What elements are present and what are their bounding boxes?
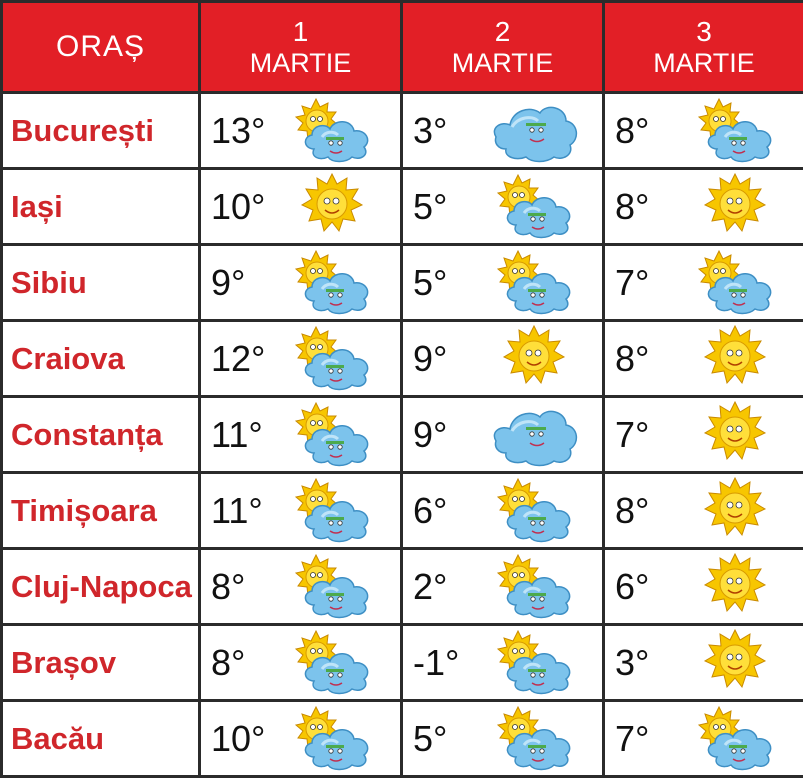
temperature-value: 8°: [615, 338, 649, 380]
sun-cloud-icon: [689, 705, 781, 773]
temperature-value: 7°: [615, 414, 649, 456]
temperature-value: 2°: [413, 566, 447, 608]
sun-icon: [689, 477, 781, 545]
sun-icon: [488, 325, 580, 393]
table-row: [2, 93, 803, 169]
forecast-cell: [402, 169, 604, 245]
forecast-cell: [200, 169, 402, 245]
forecast-cell: [604, 93, 803, 169]
temperature-value: 9°: [413, 414, 447, 456]
sun-cloud-icon: [286, 97, 378, 165]
header-day-2: [402, 2, 604, 93]
table-row: [2, 701, 803, 777]
header-day-3: [604, 2, 803, 93]
sun-cloud-icon: [286, 553, 378, 621]
header-city-label: ORAȘ: [56, 30, 145, 63]
forecast-cell: [402, 93, 604, 169]
header-day-month: MARTIE: [201, 48, 400, 78]
temperature-value: 10°: [211, 186, 265, 228]
sun-cloud-icon: [286, 249, 378, 317]
sun-cloud-icon: [488, 173, 580, 241]
sun-cloud-icon: [286, 325, 378, 393]
forecast-cell: [604, 397, 803, 473]
temperature-value: 8°: [615, 490, 649, 532]
temperature-value: 5°: [413, 718, 447, 760]
forecast-cell: [604, 701, 803, 777]
cloud-icon: [488, 97, 580, 165]
table-row: [2, 245, 803, 321]
sun-cloud-icon: [488, 553, 580, 621]
table-row: [2, 549, 803, 625]
city-name: București: [2, 93, 200, 169]
forecast-cell: [200, 625, 402, 701]
city-name: Constanța: [2, 397, 200, 473]
sun-icon: [689, 401, 781, 469]
header-day-number: 3: [605, 16, 803, 48]
temperature-value: 7°: [615, 718, 649, 760]
city-name: Bacău: [2, 701, 200, 777]
temperature-value: 5°: [413, 262, 447, 304]
temperature-value: 8°: [211, 642, 245, 684]
forecast-cell: [200, 245, 402, 321]
temperature-value: -1°: [413, 642, 459, 684]
forecast-cell: [402, 473, 604, 549]
forecast-cell: [402, 625, 604, 701]
forecast-cell: [604, 625, 803, 701]
sun-icon: [689, 553, 781, 621]
temperature-value: 3°: [615, 642, 649, 684]
city-name: Sibiu: [2, 245, 200, 321]
temperature-value: 10°: [211, 718, 265, 760]
temperature-value: 6°: [615, 566, 649, 608]
header-day-1: [200, 2, 402, 93]
forecast-cell: [200, 397, 402, 473]
forecast-cell: [402, 321, 604, 397]
sun-cloud-icon: [689, 97, 781, 165]
sun-cloud-icon: [488, 249, 580, 317]
sun-cloud-icon: [689, 249, 781, 317]
city-name: Iași: [2, 169, 200, 245]
forecast-cell: [604, 321, 803, 397]
sun-cloud-icon: [286, 477, 378, 545]
city-name: Timișoara: [2, 473, 200, 549]
temperature-value: 6°: [413, 490, 447, 532]
forecast-cell: [604, 549, 803, 625]
temperature-value: 8°: [211, 566, 245, 608]
forecast-cell: [200, 701, 402, 777]
sun-cloud-icon: [488, 477, 580, 545]
temperature-value: 12°: [211, 338, 265, 380]
header-row: [2, 2, 803, 93]
table-row: [2, 473, 803, 549]
table-body: [2, 93, 803, 777]
temperature-value: 9°: [413, 338, 447, 380]
temperature-value: 9°: [211, 262, 245, 304]
forecast-cell: [402, 701, 604, 777]
header-day-number: 2: [403, 16, 602, 48]
table-row: [2, 397, 803, 473]
forecast-cell: [402, 245, 604, 321]
sun-icon: [689, 629, 781, 697]
city-name: Craiova: [2, 321, 200, 397]
city-name: Brașov: [2, 625, 200, 701]
forecast-cell: [604, 473, 803, 549]
header-day-month: MARTIE: [605, 48, 803, 78]
temperature-value: 11°: [211, 414, 263, 456]
sun-cloud-icon: [286, 629, 378, 697]
forecast-cell: [402, 397, 604, 473]
header-city: [2, 2, 200, 93]
forecast-cell: [200, 549, 402, 625]
temperature-value: 11°: [211, 490, 263, 532]
sun-icon: [286, 173, 378, 241]
sun-icon: [689, 173, 781, 241]
table-row: [2, 321, 803, 397]
sun-cloud-icon: [286, 401, 378, 469]
forecast-cell: [200, 473, 402, 549]
header-day-month: MARTIE: [403, 48, 602, 78]
header-day-number: 1: [201, 16, 400, 48]
temperature-value: 13°: [211, 110, 265, 152]
forecast-cell: [200, 93, 402, 169]
forecast-cell: [402, 549, 604, 625]
table-row: [2, 625, 803, 701]
forecast-cell: [604, 245, 803, 321]
cloud-icon: [488, 401, 580, 469]
sun-cloud-icon: [286, 705, 378, 773]
forecast-cell: [200, 321, 402, 397]
sun-cloud-icon: [488, 629, 580, 697]
sun-icon: [689, 325, 781, 393]
table-row: [2, 169, 803, 245]
city-name: Cluj-Napoca: [2, 549, 200, 625]
sun-cloud-icon: [488, 705, 580, 773]
temperature-value: 8°: [615, 186, 649, 228]
temperature-value: 7°: [615, 262, 649, 304]
forecast-cell: [604, 169, 803, 245]
temperature-value: 3°: [413, 110, 447, 152]
temperature-value: 8°: [615, 110, 649, 152]
temperature-value: 5°: [413, 186, 447, 228]
